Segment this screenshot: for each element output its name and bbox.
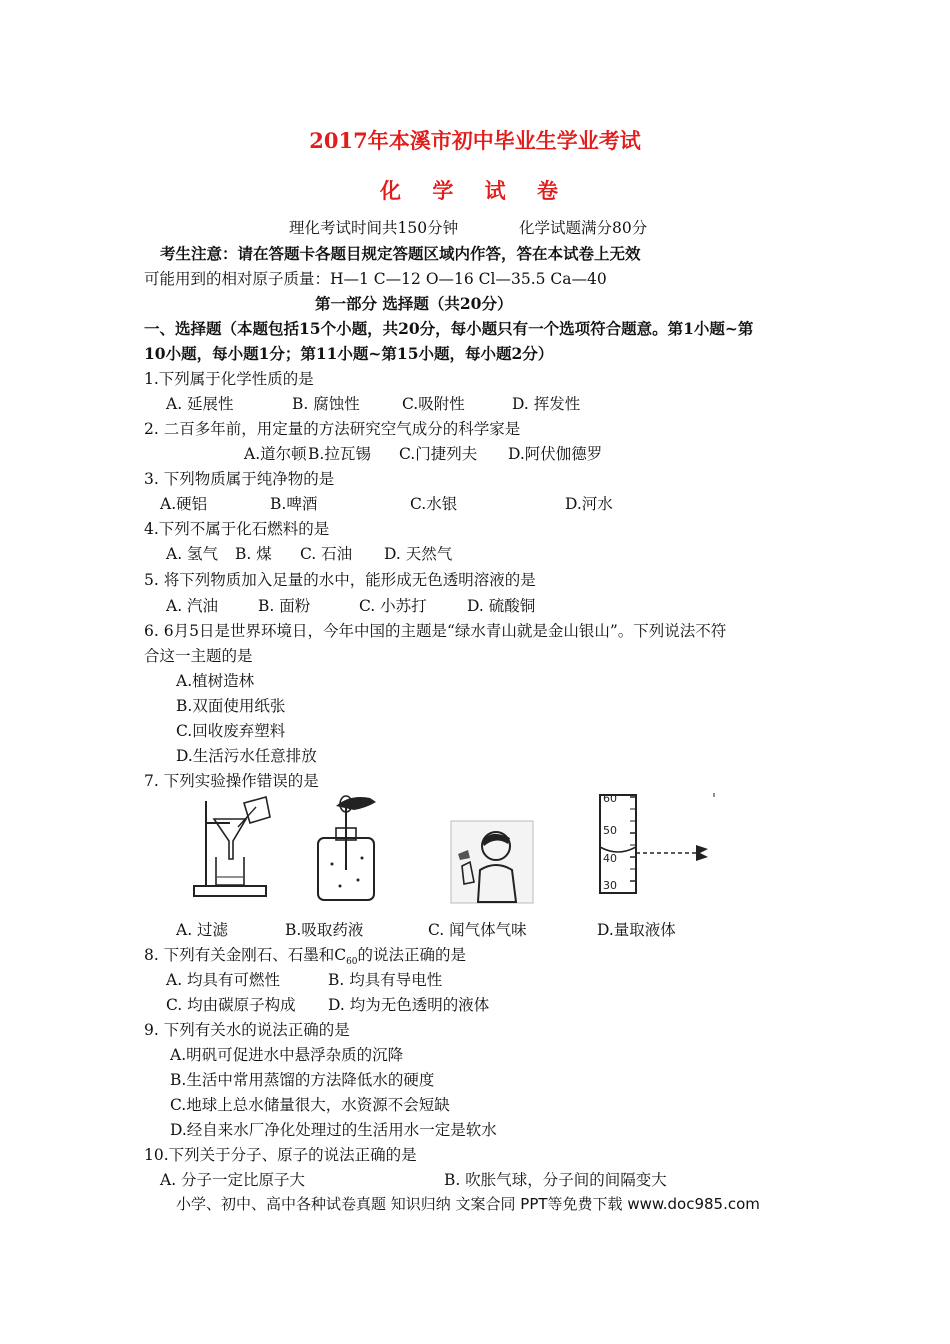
q10-option-a: A. 分子一定比原子大 bbox=[160, 1171, 306, 1189]
q7-option-d: D.量取液体 bbox=[597, 921, 676, 939]
q3-option-d: D.河水 bbox=[565, 495, 613, 513]
q6-stem-line1: 6. 6月5日是世界环境日，今年中国的主题是“绿水青山就是金山银山”。下列说法不符 bbox=[144, 622, 727, 640]
q9-option-b: B.生活中常用蒸馏的方法降低水的硬度 bbox=[170, 1071, 435, 1089]
q4-option-c: C. 石油 bbox=[300, 545, 353, 563]
dropper-figure bbox=[310, 790, 380, 904]
q8-option-b: B. 均具有导电性 bbox=[328, 971, 443, 989]
q4-stem: 4.下列不属于化石燃料的是 bbox=[144, 520, 330, 538]
q5-option-b: B. 面粉 bbox=[258, 597, 311, 615]
q9-option-d: D.经自来水厂净化处理过的生活用水一定是软水 bbox=[170, 1121, 497, 1139]
scale-label-30: 30 bbox=[603, 879, 617, 892]
exam-subtitle: 化 学 试 卷 bbox=[380, 178, 570, 203]
q2-option-a: A.道尔顿 bbox=[244, 445, 307, 463]
q3-stem: 3. 下列物质属于纯净物的是 bbox=[144, 470, 335, 488]
cylinder-figure bbox=[596, 793, 720, 897]
q3-option-a: A.硬铝 bbox=[160, 495, 208, 513]
bubble bbox=[331, 863, 334, 866]
eye-icon bbox=[696, 845, 708, 861]
q8-stem-sub: 60 bbox=[346, 957, 358, 968]
score-info: 化学试题满分80分 bbox=[519, 219, 648, 237]
funnel bbox=[214, 819, 246, 859]
q4-option-b: B. 煤 bbox=[235, 545, 272, 563]
part1-instruction-2: 10小题，每小题1分；第11小题~第15小题，每小题2分） bbox=[144, 344, 554, 363]
stand-base bbox=[194, 886, 266, 896]
q7-option-c: C. 闻气体气味 bbox=[428, 921, 527, 939]
q10-option-b: B. 吹胀气球，分子间的间隔变大 bbox=[444, 1171, 667, 1189]
q3-option-b: B.啤酒 bbox=[270, 495, 318, 513]
q8-option-d: D. 均为无色透明的液体 bbox=[328, 996, 490, 1014]
q1-stem: 1.下列属于化学性质的是 bbox=[144, 370, 314, 388]
glass-rod bbox=[238, 807, 256, 827]
q10-stem: 10.下列关于分子、原子的说法正确的是 bbox=[144, 1146, 417, 1164]
q1-option-d: D. 挥发性 bbox=[512, 395, 581, 413]
q6-option-a: A.植树造林 bbox=[176, 672, 255, 690]
q4-option-a: A. 氢气 bbox=[166, 545, 219, 563]
q5-stem: 5. 将下列物质加入足量的水中，能形成无色透明溶液的是 bbox=[144, 571, 536, 589]
q6-option-b: B.双面使用纸张 bbox=[176, 697, 286, 715]
exam-title: 2017年本溪市初中毕业生学业考试 bbox=[309, 128, 641, 153]
q6-option-c: C.回收废弃塑料 bbox=[176, 722, 286, 740]
q2-stem: 2. 二百多年前，用定量的方法研究空气成分的科学家是 bbox=[144, 420, 521, 438]
q9-option-c: C.地球上总水储量很大，水资源不会短缺 bbox=[170, 1096, 450, 1114]
exam-notice: 考生注意：请在答题卡各题目规定答题区域内作答，答在本试卷上无效 bbox=[160, 244, 641, 263]
q1-option-c: C.吸附性 bbox=[402, 395, 465, 413]
q6-stem-line2: 合这一主题的是 bbox=[144, 647, 253, 665]
bubble bbox=[357, 879, 360, 882]
q8-stem bbox=[144, 945, 466, 972]
q5-option-c: C. 小苏打 bbox=[359, 597, 427, 615]
time-info: 理化考试时间共150分钟 bbox=[289, 219, 459, 237]
q9-option-a: A.明矾可促进水中悬浮杂质的沉降 bbox=[170, 1046, 404, 1064]
q7-option-b: B.吸取药液 bbox=[285, 921, 364, 939]
q5-option-d: D. 硫酸铜 bbox=[467, 597, 536, 615]
q2-option-b: B.拉瓦锡 bbox=[308, 445, 371, 463]
q7-option-a: A. 过滤 bbox=[176, 921, 229, 939]
q4-option-d: D. 天然气 bbox=[384, 545, 453, 563]
part1-instruction-1: 一、选择题（本题包括15个小题，共20分，每小题只有一个选项符合题意。第1小题~第 bbox=[144, 319, 754, 338]
filtration-figure bbox=[192, 793, 272, 903]
q5-option-a: A. 汽油 bbox=[166, 597, 219, 615]
q8-stem-pre: 8. 下列有关金刚石、石墨和C bbox=[144, 946, 347, 964]
q8-option-a: A. 均具有可燃性 bbox=[166, 971, 281, 989]
bubble bbox=[361, 857, 364, 860]
scale-label-60: 60 bbox=[603, 793, 617, 805]
footer-ad: 小学、初中、高中各种试卷真题 知识归纳 文案合同 PPT等免费下载 www.doc985.com bbox=[176, 1195, 760, 1213]
q1-option-b: B. 腐蚀性 bbox=[292, 395, 360, 413]
q1-option-a: A. 延展性 bbox=[166, 395, 234, 413]
q9-stem: 9. 下列有关水的说法正确的是 bbox=[144, 1021, 350, 1039]
beaker bbox=[216, 857, 244, 885]
bubble bbox=[339, 885, 342, 888]
smell-gas-figure bbox=[450, 820, 534, 904]
q7-stem: 7. 下列实验操作错误的是 bbox=[144, 772, 319, 790]
atomic-mass-info: 可能用到的相对原子质量：H—1 C—12 O—16 Cl—35.5 Ca—40 bbox=[144, 270, 607, 288]
q3-option-c: C.水银 bbox=[410, 495, 458, 513]
scale-label-50: 50 bbox=[603, 824, 617, 837]
part1-title: 第一部分 选择题（共20分） bbox=[315, 294, 513, 313]
q2-option-d: D.阿伏伽德罗 bbox=[508, 445, 603, 463]
q8-option-c: C. 均由碳原子构成 bbox=[166, 996, 296, 1014]
q2-option-c: C.门捷列夫 bbox=[399, 445, 478, 463]
pouring-beaker bbox=[244, 797, 270, 823]
q8-stem-post: 的说法正确的是 bbox=[357, 946, 467, 964]
scale-label-40: 40 bbox=[603, 852, 617, 865]
q6-option-d: D.生活污水任意排放 bbox=[176, 747, 317, 765]
